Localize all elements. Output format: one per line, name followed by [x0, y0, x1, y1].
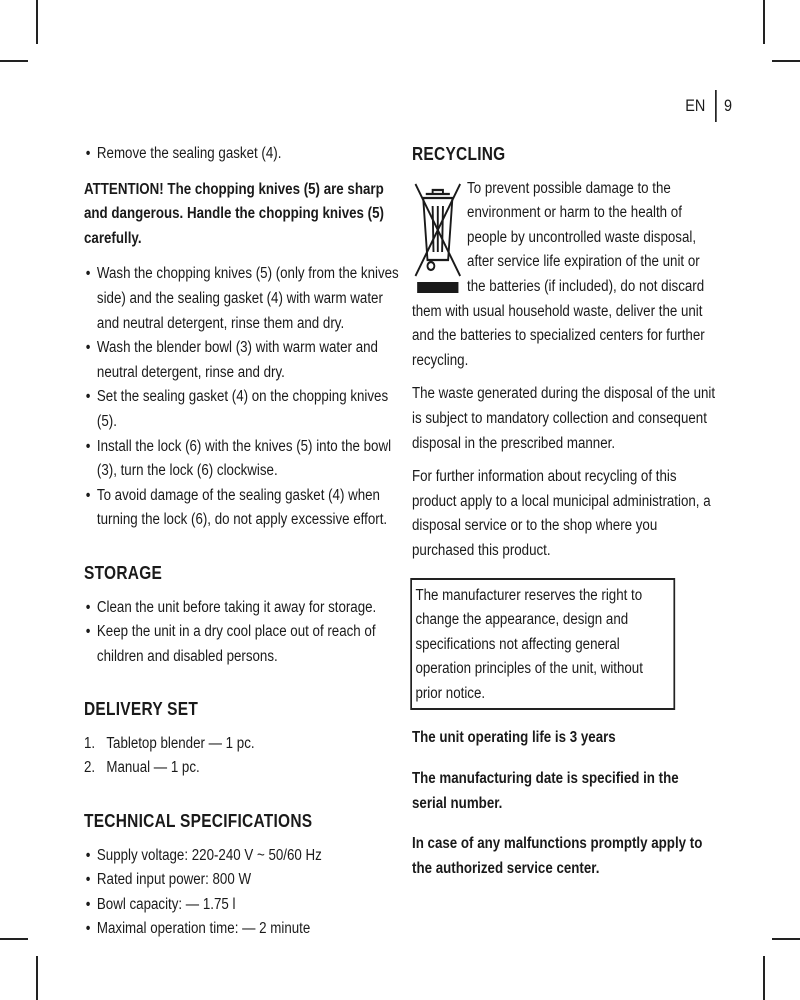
crop-mark	[772, 938, 800, 940]
list-item: • Rated input power: 800 W	[84, 868, 400, 893]
operating-life-note: The unit operating life is 3 years	[412, 729, 616, 747]
item-text: Manual — 1 pc.	[106, 759, 200, 777]
crop-mark	[0, 938, 28, 940]
left-column	[84, 142, 400, 942]
list-item: • Maximal operation time: — 2 minute	[84, 917, 400, 942]
crop-mark	[36, 0, 38, 44]
specifications-list	[84, 844, 400, 942]
storage-list	[84, 596, 400, 670]
delivery-set-list	[84, 732, 400, 781]
list-item: • Supply voltage: 220-240 V ~ 50/60 Hz	[84, 844, 400, 869]
crop-mark	[763, 0, 765, 44]
list-item: • Bowl capacity: — 1.75 l	[84, 893, 400, 918]
attention-warning: ATTENTION! The chopping knives (5) are sharp and dangerous. Handle the chopping knives (5) carefully.	[84, 180, 384, 247]
list-item: • Remove the sealing gasket (4).	[84, 142, 400, 167]
storage-heading: STORAGE	[84, 562, 163, 583]
right-column	[412, 142, 716, 897]
list-item: • Set the sealing gasket (4) on the chopping knives (5).	[84, 385, 400, 434]
crop-mark	[772, 60, 800, 62]
crop-mark	[36, 956, 38, 1000]
list-item: • Wash the chopping knives (5) (only from the knives side) and the sealing gasket (4) with warm water and neutral detergent, rinse them and dry.	[84, 262, 400, 336]
list-item: • To avoid damage of the sealing gasket (4) when turning the lock (6), do not apply excessive effort.	[84, 484, 400, 533]
item-number: 2.	[84, 759, 96, 777]
manufacturer-notice-text: The manufacturer reserves the right to change the appearance, design and specifications not affecting general operation principles of the unit, without prior notice.	[415, 586, 643, 702]
manufacturing-date-note: The manufacturing date is specified in the serial number.	[412, 770, 679, 812]
cleaning-steps-list	[84, 142, 400, 167]
technical-specifications-heading: TECHNICAL SPECIFICATIONS	[84, 811, 313, 832]
delivery-set-heading: DELIVERY SET	[84, 699, 199, 720]
recycling-heading: RECYCLING	[412, 144, 506, 164]
page-number: 9	[723, 96, 732, 115]
malfunction-note: In case of any malfunctions promptly apply to the authorized service center.	[412, 835, 703, 877]
page-header	[685, 90, 732, 122]
list-item: • Clean the unit before taking it away for storage.	[84, 596, 400, 621]
item-text: Tabletop blender — 1 pc.	[106, 734, 255, 752]
list-item	[84, 732, 400, 757]
manufacturer-notice-box	[410, 578, 675, 711]
recycling-paragraph: To prevent possible damage to the environment or harm to the health of people by uncontrolled waste disposal, after service life expiration of the unit or the batteries (if included), do not discard them with usual household waste, deliver the unit and the batteries to specialized centers for further recycling.	[412, 179, 705, 369]
crossed-out-wheelie-bin-icon	[412, 180, 464, 295]
crop-mark	[0, 60, 28, 62]
recycling-paragraph: The waste generated during the disposal of the unit is subject to mandatory collection and consequent disposal in the prescribed manner.	[412, 385, 716, 452]
crop-mark	[763, 956, 765, 1000]
recycling-block	[412, 177, 716, 374]
header-divider	[715, 90, 717, 122]
care-steps-list	[84, 262, 400, 533]
list-item	[84, 756, 400, 781]
item-number: 1.	[84, 734, 96, 752]
list-item: • Install the lock (6) with the knives (5) into the bowl (3), turn the lock (6) clockwise.	[84, 435, 400, 484]
language-code: EN	[685, 96, 706, 115]
recycling-paragraph: For further information about recycling of this product apply to a local municipal administration, a disposal service or to the shop where you purchased this product.	[412, 468, 711, 559]
list-item: • Wash the blender bowl (3) with warm water and neutral detergent, rinse and dry.	[84, 336, 400, 385]
list-item: • Keep the unit in a dry cool place out of reach of children and disabled persons.	[84, 620, 400, 669]
